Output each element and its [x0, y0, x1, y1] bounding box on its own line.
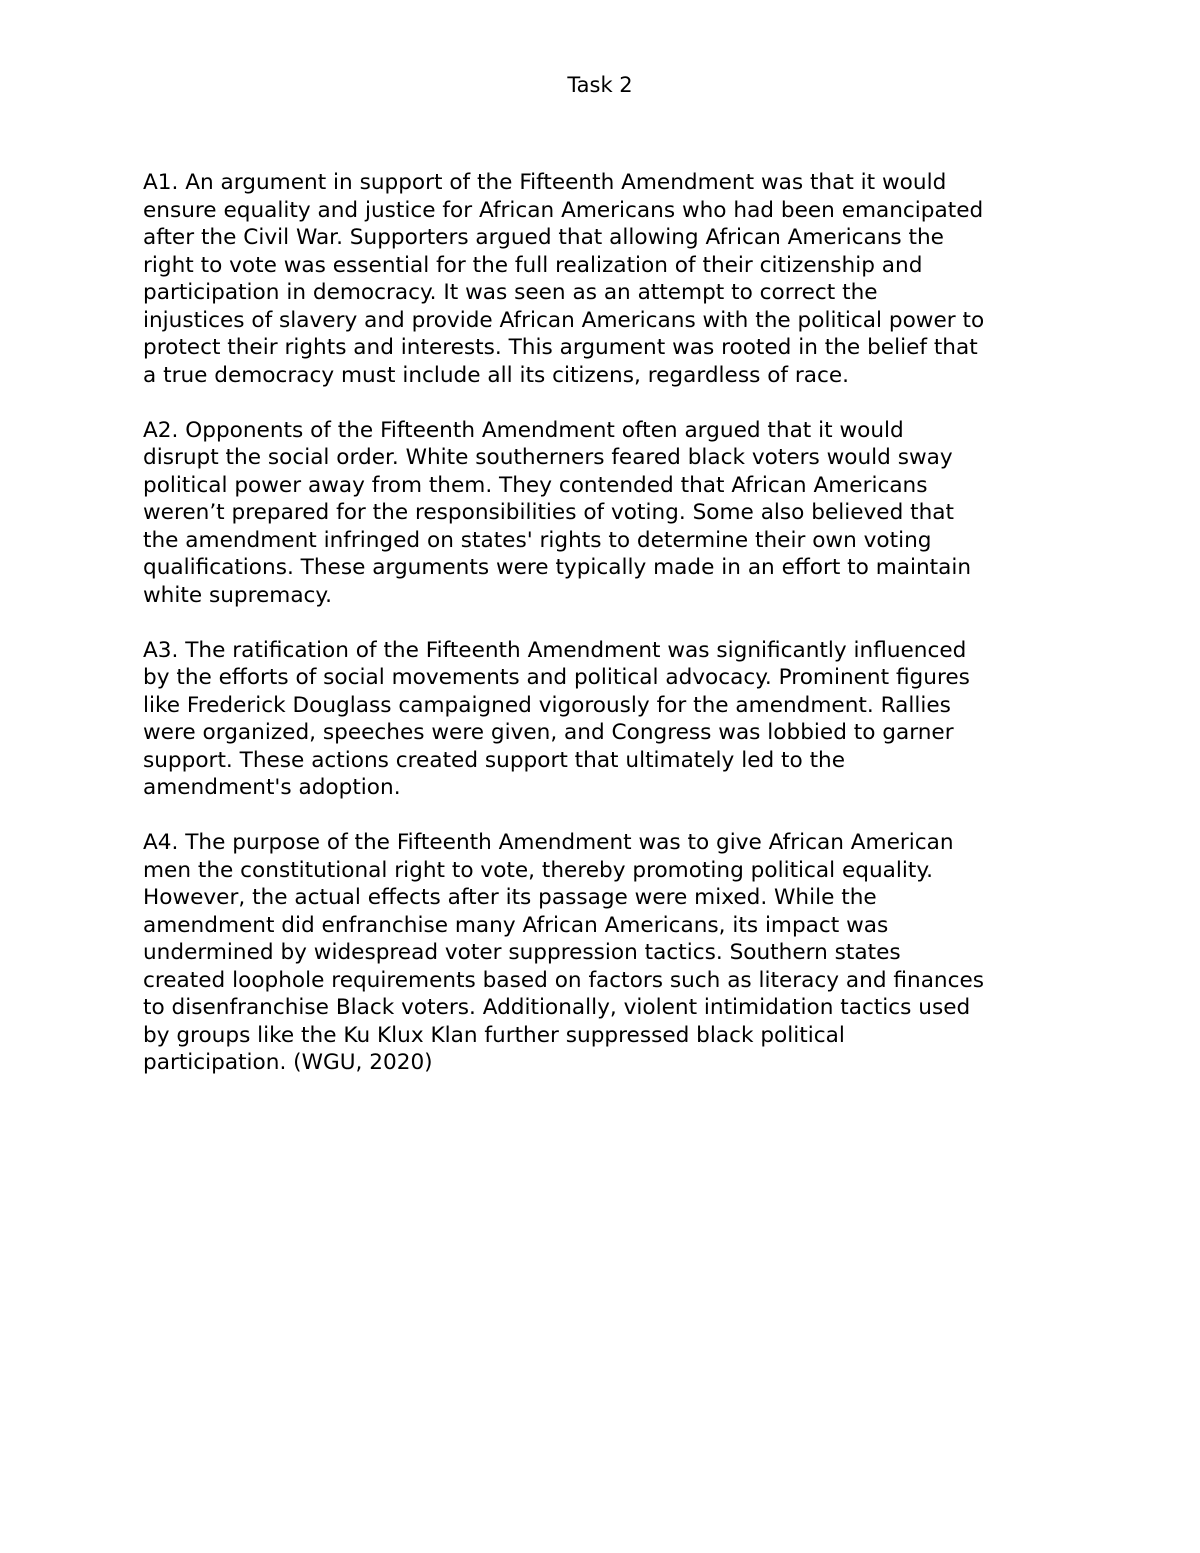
text-line: to disenfranchise Black voters. Additionally, violent intimidation tactics used: [143, 995, 971, 1020]
text-line: ensure equality and justice for African Americans who had been emancipated: [143, 197, 984, 223]
text-line: amendment's adoption.: [143, 775, 401, 800]
text-line: A4. The purpose of the Fifteenth Amendment was to give African American: [143, 830, 954, 855]
paragraph-a1: [143, 169, 1083, 389]
text-line: support. These actions created support that ultimately led to the: [143, 747, 846, 773]
text-line: disrupt the social order. White southerners feared black voters would sway: [143, 445, 953, 470]
text-line: A2. Opponents of the Fifteenth Amendment often argued that it would: [143, 417, 904, 443]
text-line: qualifications. These arguments were typically made in an effort to maintain: [143, 555, 972, 580]
text-line: political power away from them. They contended that African Americans: [143, 472, 928, 498]
text-line: weren’t prepared for the responsibilities of voting. Some also believed that: [143, 500, 955, 525]
text-line: injustices of slavery and provide African Americans with the political power to: [143, 307, 985, 333]
text-line: A1. An argument in support of the Fifteenth Amendment was that it would: [143, 170, 947, 195]
text-line: white supremacy.: [143, 582, 332, 608]
text-line: like Frederick Douglass campaigned vigorously for the amendment. Rallies: [143, 692, 951, 718]
text-line: participation. (WGU, 2020): [143, 1050, 433, 1075]
text-line: However, the actual effects after its passage were mixed. While the: [143, 885, 877, 910]
text-line: protect their rights and interests. This argument was rooted in the belief that: [143, 335, 978, 360]
text-line: undermined by widespread voter suppression tactics. Southern states: [143, 940, 901, 965]
text-line: men the constitutional right to vote, thereby promoting political equality.: [143, 857, 933, 883]
text-line: were organized, speeches were given, and Congress was lobbied to garner: [143, 720, 954, 745]
text-line: by the efforts of social movements and political advocacy. Prominent figures: [143, 665, 970, 690]
paragraph-a3: [143, 637, 1083, 802]
document-title: Task 2: [567, 73, 633, 97]
paragraph-a4: [143, 829, 1083, 1077]
paragraph-a2: [143, 417, 1083, 610]
text-line: after the Civil War. Supporters argued that allowing African Americans the: [143, 225, 944, 250]
text-line: amendment did enfranchise many African Americans, its impact was: [143, 912, 889, 938]
text-line: right to vote was essential for the full realization of their citizenship and: [143, 252, 923, 278]
text-line: the amendment infringed on states' rights to determine their own voting: [143, 527, 932, 553]
text-line: A3. The ratification of the Fifteenth Amendment was significantly influenced: [143, 637, 967, 663]
text-line: participation in democracy. It was seen as an attempt to correct the: [143, 280, 878, 305]
document-body: [143, 169, 1083, 1104]
text-line: a true democracy must include all its citizens, regardless of race.: [143, 362, 850, 388]
text-line: created loophole requirements based on factors such as literacy and finances: [143, 967, 985, 993]
text-line: by groups like the Ku Klux Klan further suppressed black political: [143, 1022, 845, 1048]
